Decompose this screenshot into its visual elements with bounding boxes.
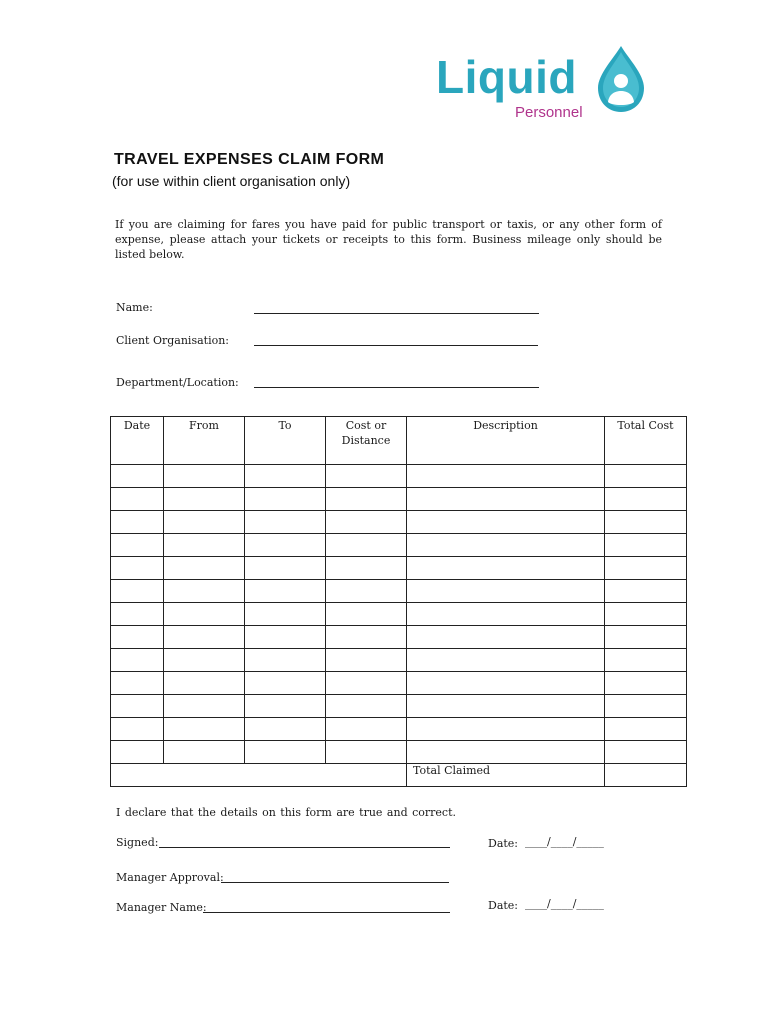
column-header-date: Date	[111, 417, 164, 465]
table-cell[interactable]	[164, 511, 245, 534]
table-cell[interactable]	[407, 534, 605, 557]
date-label-1: Date:	[488, 837, 519, 850]
table-row	[111, 557, 687, 580]
table-cell[interactable]	[245, 580, 326, 603]
table-cell[interactable]	[245, 718, 326, 741]
table-row	[111, 603, 687, 626]
table-cell[interactable]	[326, 672, 407, 695]
total-claimed-row	[111, 764, 687, 787]
table-cell[interactable]	[164, 695, 245, 718]
table-cell[interactable]	[605, 672, 687, 695]
table-cell[interactable]	[245, 649, 326, 672]
department-location-label: Department/Location:	[116, 376, 239, 389]
table-cell[interactable]	[111, 626, 164, 649]
table-cell[interactable]	[164, 603, 245, 626]
table-cell[interactable]	[111, 534, 164, 557]
table-cell[interactable]	[605, 557, 687, 580]
table-cell[interactable]	[605, 741, 687, 764]
table-cell[interactable]	[111, 603, 164, 626]
name-input-line[interactable]	[254, 313, 539, 314]
form-title: TRAVEL EXPENSES CLAIM FORM	[114, 151, 385, 168]
table-cell[interactable]	[326, 465, 407, 488]
table-cell[interactable]	[407, 741, 605, 764]
table-cell[interactable]	[407, 488, 605, 511]
table-cell[interactable]	[245, 695, 326, 718]
table-cell[interactable]	[605, 511, 687, 534]
declaration-text: I declare that the details on this form are true and correct.	[116, 806, 457, 819]
table-cell[interactable]	[407, 465, 605, 488]
table-cell[interactable]	[245, 488, 326, 511]
water-drop-person-icon	[594, 44, 648, 114]
table-cell[interactable]	[407, 626, 605, 649]
expenses-table	[110, 416, 687, 787]
table-cell[interactable]	[164, 465, 245, 488]
table-cell[interactable]	[111, 580, 164, 603]
column-header-total-cost: Total Cost	[605, 417, 687, 465]
table-cell[interactable]	[164, 626, 245, 649]
table-cell[interactable]	[407, 511, 605, 534]
table-cell[interactable]	[605, 488, 687, 511]
table-cell[interactable]	[164, 488, 245, 511]
table-row	[111, 580, 687, 603]
manager-approval-label: Manager Approval:	[116, 871, 224, 884]
company-logo	[436, 44, 650, 126]
table-cell[interactable]	[245, 557, 326, 580]
total-claimed-value-cell[interactable]	[605, 764, 687, 787]
table-cell[interactable]	[605, 718, 687, 741]
date-blank-2[interactable]: ____/____/_____	[525, 897, 604, 910]
table-cell[interactable]	[605, 534, 687, 557]
table-row	[111, 626, 687, 649]
table-cell[interactable]	[326, 626, 407, 649]
table-cell[interactable]	[245, 465, 326, 488]
table-row	[111, 465, 687, 488]
table-cell[interactable]	[164, 557, 245, 580]
table-cell[interactable]	[326, 534, 407, 557]
table-cell[interactable]	[111, 488, 164, 511]
table-cell[interactable]	[111, 557, 164, 580]
table-row	[111, 488, 687, 511]
client-organisation-input-line[interactable]	[254, 345, 538, 346]
table-cell[interactable]	[245, 603, 326, 626]
table-cell[interactable]	[407, 718, 605, 741]
table-cell[interactable]	[326, 488, 407, 511]
form-subtitle: (for use within client organisation only)	[112, 173, 351, 189]
table-cell[interactable]	[605, 649, 687, 672]
table-cell[interactable]	[245, 741, 326, 764]
date-label-2: Date:	[488, 899, 519, 912]
table-cell[interactable]	[326, 649, 407, 672]
total-row-blank-cell	[111, 764, 407, 787]
table-cell[interactable]	[111, 718, 164, 741]
table-cell[interactable]	[326, 718, 407, 741]
logo-subtitle: Personnel	[515, 104, 583, 121]
table-cell[interactable]	[326, 557, 407, 580]
table-cell[interactable]	[164, 580, 245, 603]
table-cell[interactable]	[111, 649, 164, 672]
table-cell[interactable]	[111, 695, 164, 718]
table-cell[interactable]	[164, 718, 245, 741]
table-cell[interactable]	[407, 649, 605, 672]
table-cell[interactable]	[111, 741, 164, 764]
table-cell[interactable]	[407, 557, 605, 580]
table-cell[interactable]	[326, 603, 407, 626]
table-row	[111, 649, 687, 672]
instructions-paragraph: If you are claiming for fares you have paid for public transport or taxis, or any other form of expense, please attach your tickets or receipts to this form. Business mileage only should be listed below.	[115, 218, 662, 261]
table-cell[interactable]	[245, 626, 326, 649]
table-cell[interactable]	[164, 534, 245, 557]
table-row	[111, 511, 687, 534]
manager-approval-input-line[interactable]	[221, 882, 449, 883]
table-cell[interactable]	[326, 741, 407, 764]
client-organisation-label: Client Organisation:	[116, 334, 229, 347]
table-row	[111, 672, 687, 695]
table-cell[interactable]	[326, 695, 407, 718]
table-row	[111, 695, 687, 718]
table-cell[interactable]	[111, 511, 164, 534]
table-cell[interactable]	[245, 672, 326, 695]
table-row	[111, 741, 687, 764]
table-row	[111, 718, 687, 741]
date-blank-1[interactable]: ____/____/_____	[525, 835, 604, 848]
table-cell[interactable]	[245, 511, 326, 534]
table-header-row	[111, 417, 687, 465]
table-cell[interactable]	[407, 603, 605, 626]
table-cell[interactable]	[605, 626, 687, 649]
signed-input-line[interactable]	[159, 847, 450, 848]
table-cell[interactable]	[164, 649, 245, 672]
table-body	[111, 465, 687, 787]
column-header-description: Description	[407, 417, 605, 465]
name-label: Name:	[116, 301, 153, 314]
table-cell[interactable]	[605, 580, 687, 603]
total-claimed-label: Total Claimed	[407, 764, 605, 787]
logo-wordmark: Liquid	[436, 51, 577, 103]
column-header-to: To	[245, 417, 326, 465]
table-cell[interactable]	[245, 534, 326, 557]
manager-name-input-line[interactable]	[203, 912, 450, 913]
table-row	[111, 534, 687, 557]
column-header-cost-or-distance: Cost or Distance	[326, 417, 407, 465]
table-cell[interactable]	[605, 695, 687, 718]
manager-name-label: Manager Name:	[116, 901, 207, 914]
signed-label: Signed:	[116, 836, 159, 849]
table-cell[interactable]	[407, 580, 605, 603]
table-cell[interactable]	[407, 695, 605, 718]
table-cell[interactable]	[605, 465, 687, 488]
department-location-input-line[interactable]	[254, 387, 539, 388]
table-cell[interactable]	[164, 741, 245, 764]
table-cell[interactable]	[111, 672, 164, 695]
column-header-from: From	[164, 417, 245, 465]
table-cell[interactable]	[111, 465, 164, 488]
table-cell[interactable]	[605, 603, 687, 626]
table-cell[interactable]	[326, 511, 407, 534]
table-cell[interactable]	[164, 672, 245, 695]
table-cell[interactable]	[326, 580, 407, 603]
table-cell[interactable]	[407, 672, 605, 695]
